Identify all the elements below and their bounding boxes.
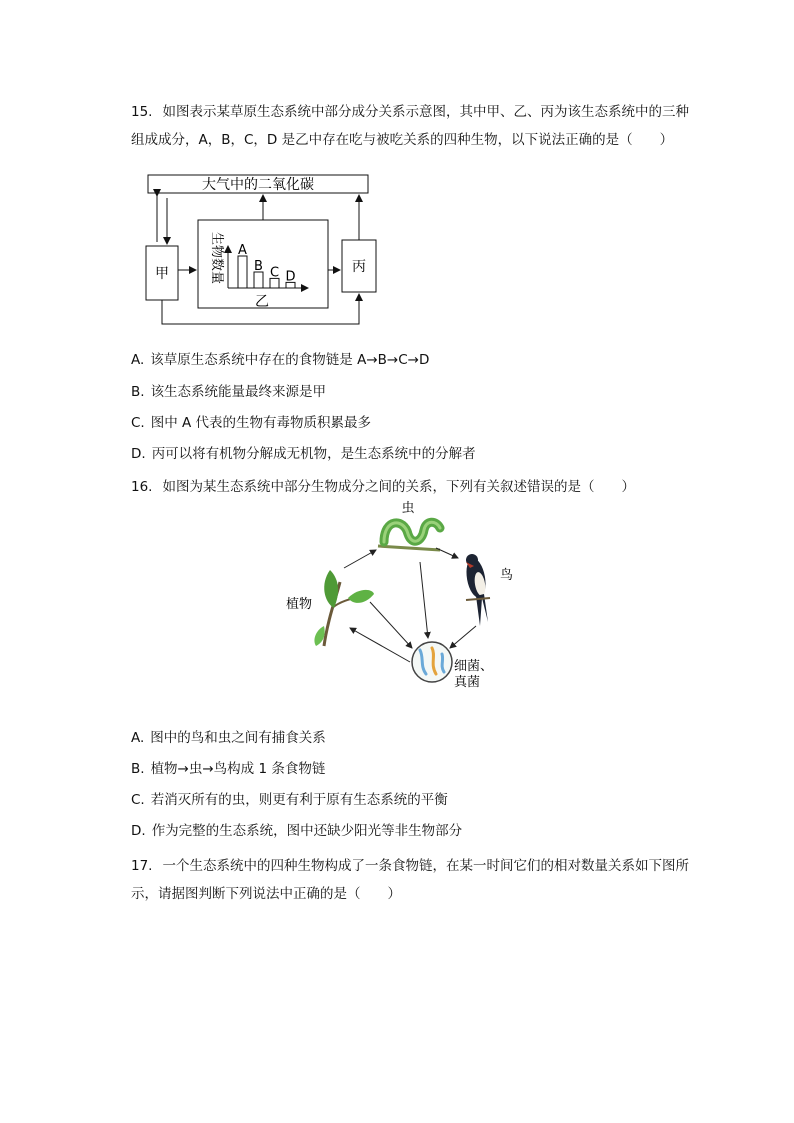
q15-option-b[interactable] <box>131 382 326 402</box>
question-17-text: 一个生态系统中的四种生物构成了一条食物链，在某一时间它们的相对数量关系如下图所示，请据图判断下列说法中正确的是（ ） <box>131 858 689 902</box>
question-15-text: 如图表示某草原生态系统中部分成分关系示意图，其中甲、乙、丙为该生态系统中的三种组成成分，A，B，C，D 是乙中存在吃与被吃关系的四种生物，以下说法正确的是（ ） <box>131 104 689 148</box>
option-letter: C. <box>131 415 145 431</box>
question-15-number: 15. <box>131 104 153 120</box>
plant-label: 植物 <box>286 597 313 612</box>
option-letter: A. <box>131 730 145 746</box>
option-text: 植物→虫→鸟构成 1 条食物链 <box>150 761 326 777</box>
insect-label: 虫 <box>401 501 415 516</box>
co2-label: 大气中的二氧化碳 <box>202 177 314 193</box>
bar-b <box>254 272 263 288</box>
bar-label-a: A <box>238 243 247 258</box>
option-text: 该生态系统能量最终来源是甲 <box>150 384 327 400</box>
arrow-decomposer-to-plant <box>350 628 410 662</box>
q15-option-d[interactable] <box>131 444 476 464</box>
plant-icon <box>314 570 374 646</box>
decomposer-label-1: 细菌、 <box>454 659 494 674</box>
q15-option-c[interactable] <box>131 413 371 433</box>
option-text: 丙可以将有机物分解成无机物，是生态系统中的分解者 <box>151 446 476 462</box>
decomposer-label-2: 真菌 <box>454 675 481 690</box>
bar-label-d: D <box>285 269 296 285</box>
caterpillar-icon <box>378 522 440 550</box>
option-letter: D. <box>131 823 146 839</box>
q16-option-b[interactable] <box>131 759 325 779</box>
option-letter: C. <box>131 792 145 808</box>
arrow-bird-to-decomposer <box>450 626 476 648</box>
option-text: 若消灭所有的虫，则更有利于原有生态系统的平衡 <box>150 792 448 808</box>
option-letter: D. <box>131 446 146 462</box>
bar-label-b: B <box>254 259 263 274</box>
swallow-icon <box>464 554 490 626</box>
option-text: 图中的鸟和虫之间有捕食关系 <box>150 730 326 746</box>
arrow-insect-to-bird <box>436 548 458 558</box>
jia-label: 甲 <box>155 266 169 282</box>
question-17-stem <box>131 852 701 908</box>
option-text: 作为完整的生态系统，图中还缺少阳光等非生物部分 <box>151 823 463 839</box>
q16-option-c[interactable] <box>131 790 448 810</box>
option-letter: A. <box>131 352 145 368</box>
q15-option-a[interactable] <box>131 350 429 370</box>
q16-option-a[interactable] <box>131 728 326 748</box>
option-letter: B. <box>131 761 145 777</box>
q16-option-d[interactable] <box>131 821 462 841</box>
arrow-plant-to-insect <box>344 550 376 568</box>
option-text: 该草原生态系统中存在的食物链是 A→B→C→D <box>150 352 430 368</box>
arrow-insect-to-decomposer <box>420 562 428 638</box>
question-15-stem <box>131 98 701 154</box>
question-16-text: 如图为某生态系统中部分生物成分之间的关系，下列有关叙述错误的是（ ） <box>162 479 635 495</box>
option-text: 图中 A 代表的生物有毒物质积累最多 <box>150 415 372 431</box>
bar-a <box>238 256 247 288</box>
yi-label: 乙 <box>255 294 269 310</box>
q15-diagram <box>140 170 380 330</box>
question-16-stem <box>131 473 701 501</box>
q16-diagram <box>280 498 520 698</box>
arrow-plant-to-decomposer <box>370 602 412 648</box>
bacteria-fungi-icon <box>412 642 452 682</box>
option-letter: B. <box>131 384 145 400</box>
question-17-number: 17. <box>131 858 153 874</box>
bar-label-c: C <box>269 265 280 281</box>
bing-label: 丙 <box>352 259 366 275</box>
bird-label: 鸟 <box>500 568 514 583</box>
yi-ylabel: 生物数量 <box>209 232 224 285</box>
question-16-number: 16. <box>131 479 153 495</box>
